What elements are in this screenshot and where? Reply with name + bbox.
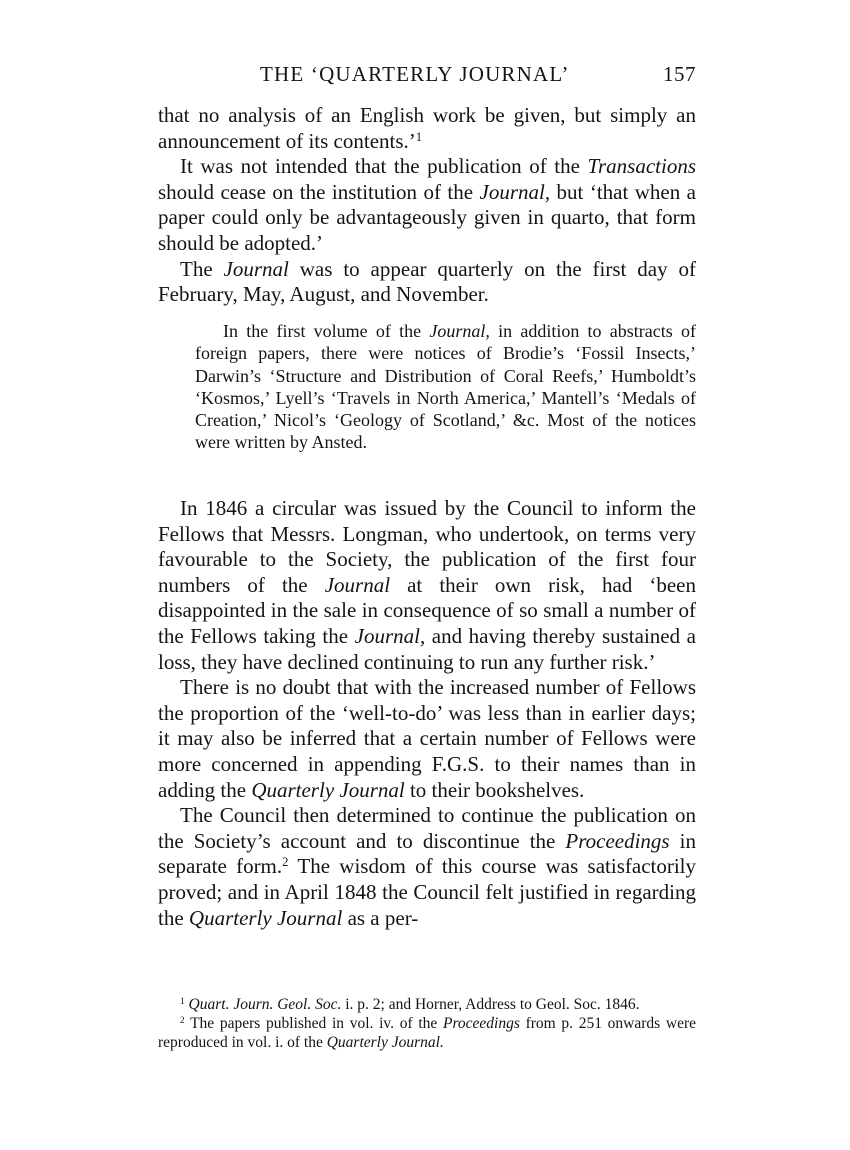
block-quote	[195, 320, 696, 454]
paragraph-circular: In 1846 a circular was issued by the Council to inform the Fellows that Messrs. Longman, who undertook, on terms very favourable to the Society, the publication of the first four numbers of the Journal at their own risk, had ‘been disappointed in the sale in consequence of so small a number of the Fellows taking the Journal, and having thereby sustained a loss, they have declined continuing to run any further risk.’	[158, 496, 697, 674]
paragraph-continued: that no analysis of an English work be given, but simply an announcement of its contents.’$^1$	[158, 103, 696, 153]
footnote-ref-2: 2	[282, 855, 289, 870]
paragraph-council: The Council then determined to continue the publication on the Society’s account and to discontinue the Proceedings in separate form.$^2$ The wisdom of this course was satisfactorily proved; and in April 1848 the Council felt justified in regarding the Quarterly Journal as a per-	[158, 803, 697, 930]
footnote-2: $^2$ The papers published in vol. iv. of the Proceedings from p. 251 onwards were reproduced in vol. i. of the Quarterly Journal.	[158, 1015, 697, 1051]
footnote-ref-1: 1	[415, 129, 423, 144]
footnotes	[158, 995, 696, 1052]
paragraph-well-to-do: There is no doubt that with the increased number of Fellows the proportion of the ‘well-to-do’ was less than in earlier days; it may also be inferred that a certain number of Fellows were more concerned in appending F.G.S. to their names than in adding the Quarterly Journal to their bookshelves.	[158, 675, 696, 802]
running-title: THE ‘QUARTERLY JOURNAL’	[260, 62, 570, 86]
paragraph-quarterly: The Journal was to appear quarterly on the first day of February, May, August, and November.	[158, 256, 696, 307]
page-number: 157	[663, 62, 696, 86]
quote-paragraph: In the first volume of the Journal, in addition to abstracts of foreign papers, there were notices of Brodie’s ‘Fossil Insects,’ Darwin’s ‘Structure and Distribution of Coral Reefs,’ Humboldt’s ‘Kosmos,’ Lyell’s ‘Travels in North America,’ Mantell’s ‘Medals of Creation,’ Nicol’s ‘Geology of Scotland,’ &c. Most of the notices were written by Ansted.	[195, 321, 696, 453]
main-text-upper	[158, 103, 696, 308]
footnote-1: $^1$ Quart. Journ. Geol. Soc. i. p. 2; and Horner, Address to Geol. Soc. 1846.	[180, 996, 640, 1013]
main-text-lower	[158, 496, 696, 931]
paragraph-transactions: It was not intended that the publication of the Transactions should cease on the institution of the Journal, but ‘that when a paper could only be advantageously given in quarto, that form should be adopted.’	[158, 154, 696, 255]
running-head	[158, 62, 696, 90]
